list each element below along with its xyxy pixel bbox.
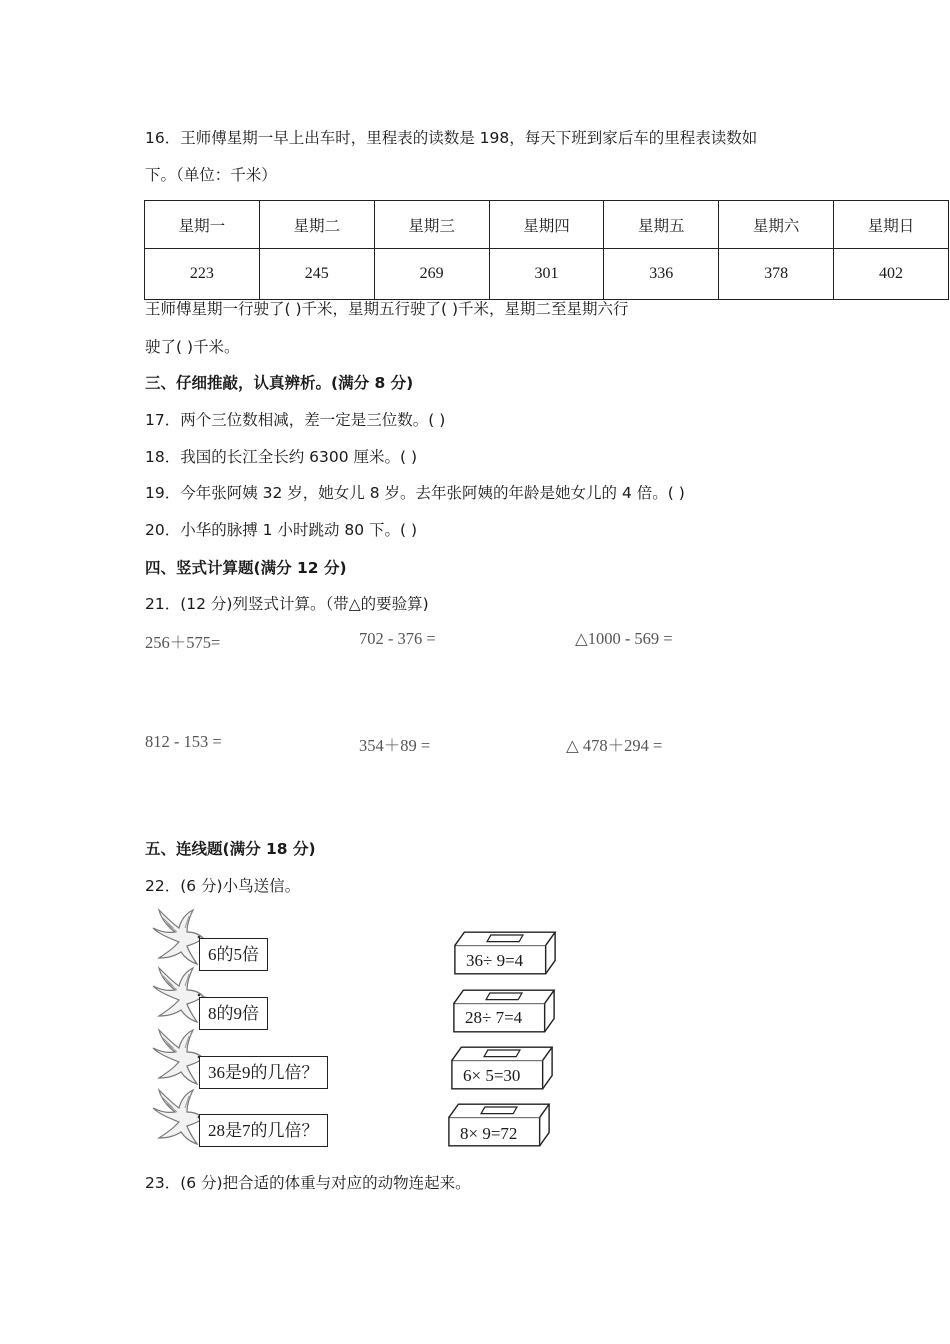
bird-letter-card[interactable]: 36是9的几倍？ xyxy=(199,1056,328,1089)
q23-text: 23．(6 分)把合适的体重与对应的动物连起来。 xyxy=(145,1174,471,1192)
reading-cell: 301 xyxy=(489,249,604,300)
q21-text: 21．(12 分)列竖式计算。（带△的要验算) xyxy=(145,595,429,613)
mailbox-label: 8× 9=72 xyxy=(460,1124,518,1143)
q16-answer-line2: 驶了( )千米。 xyxy=(145,338,240,356)
day-header: 星期五 xyxy=(604,201,719,249)
reading-cell: 378 xyxy=(719,249,834,300)
day-header: 星期日 xyxy=(834,201,949,249)
q22-text: 22．(6 分)小鸟送信。 xyxy=(145,877,301,895)
odometer-table xyxy=(144,200,949,300)
section5-heading: 五、连线题(满分 18 分) xyxy=(145,840,316,858)
q16-answer-line1: 王师傅星期一行驶了( )千米，星期五行驶了( )千米，星期二至星期六行 xyxy=(145,300,629,318)
section3-heading: 三、仔细推敲，认真辨析。(满分 8 分) xyxy=(145,374,414,392)
q20-text: 20．小华的脉搏 1 小时跳动 80 下。( ) xyxy=(145,521,418,539)
reading-cell: 402 xyxy=(834,249,949,300)
calc-problem: 354＋89 = xyxy=(359,736,431,755)
day-header: 星期三 xyxy=(374,201,489,249)
bird-letter-card[interactable]: 6的5倍 xyxy=(199,938,268,971)
odometer-header-row xyxy=(145,201,949,249)
day-header: 星期二 xyxy=(259,201,374,249)
calc-problem-check: △ 478＋294 = xyxy=(566,736,663,755)
calc-problem: 256＋575= xyxy=(145,633,221,652)
reading-cell: 336 xyxy=(604,249,719,300)
calc-problem: 702 - 376 = xyxy=(359,629,436,648)
calc-problem-check: △1000 - 569 = xyxy=(575,629,673,648)
odometer-value-row xyxy=(145,249,949,300)
reading-cell: 223 xyxy=(145,249,260,300)
day-header: 星期六 xyxy=(719,201,834,249)
reading-cell: 245 xyxy=(259,249,374,300)
bird-letter-card[interactable]: 28是7的几倍？ xyxy=(199,1114,328,1147)
mailbox-label: 6× 5=30 xyxy=(463,1066,521,1085)
day-header: 星期一 xyxy=(145,201,260,249)
calc-problem: 812 - 153 = xyxy=(145,732,222,751)
q16-text-line2: 下。（单位：千米） xyxy=(145,166,277,184)
q17-text: 17．两个三位数相减，差一定是三位数。( ) xyxy=(145,411,446,429)
reading-cell: 269 xyxy=(374,249,489,300)
bird-letter-card[interactable]: 8的9倍 xyxy=(199,997,268,1030)
day-header: 星期四 xyxy=(489,201,604,249)
q16-text-line1: 16．王师傅星期一早上出车时，里程表的读数是 198，每天下班到家后车的里程表读数如 xyxy=(145,129,758,147)
mailbox-label: 28÷ 7=4 xyxy=(465,1008,523,1027)
section4-heading: 四、竖式计算题(满分 12 分) xyxy=(145,559,347,577)
q18-text: 18．我国的长江全长约 6300 厘米。( ) xyxy=(145,448,418,466)
q19-text: 19．今年张阿姨 32 岁，她女儿 8 岁。去年张阿姨的年龄是她女儿的 4 倍。( ) xyxy=(145,484,685,502)
mailbox-label: 36÷ 9=4 xyxy=(466,951,524,970)
